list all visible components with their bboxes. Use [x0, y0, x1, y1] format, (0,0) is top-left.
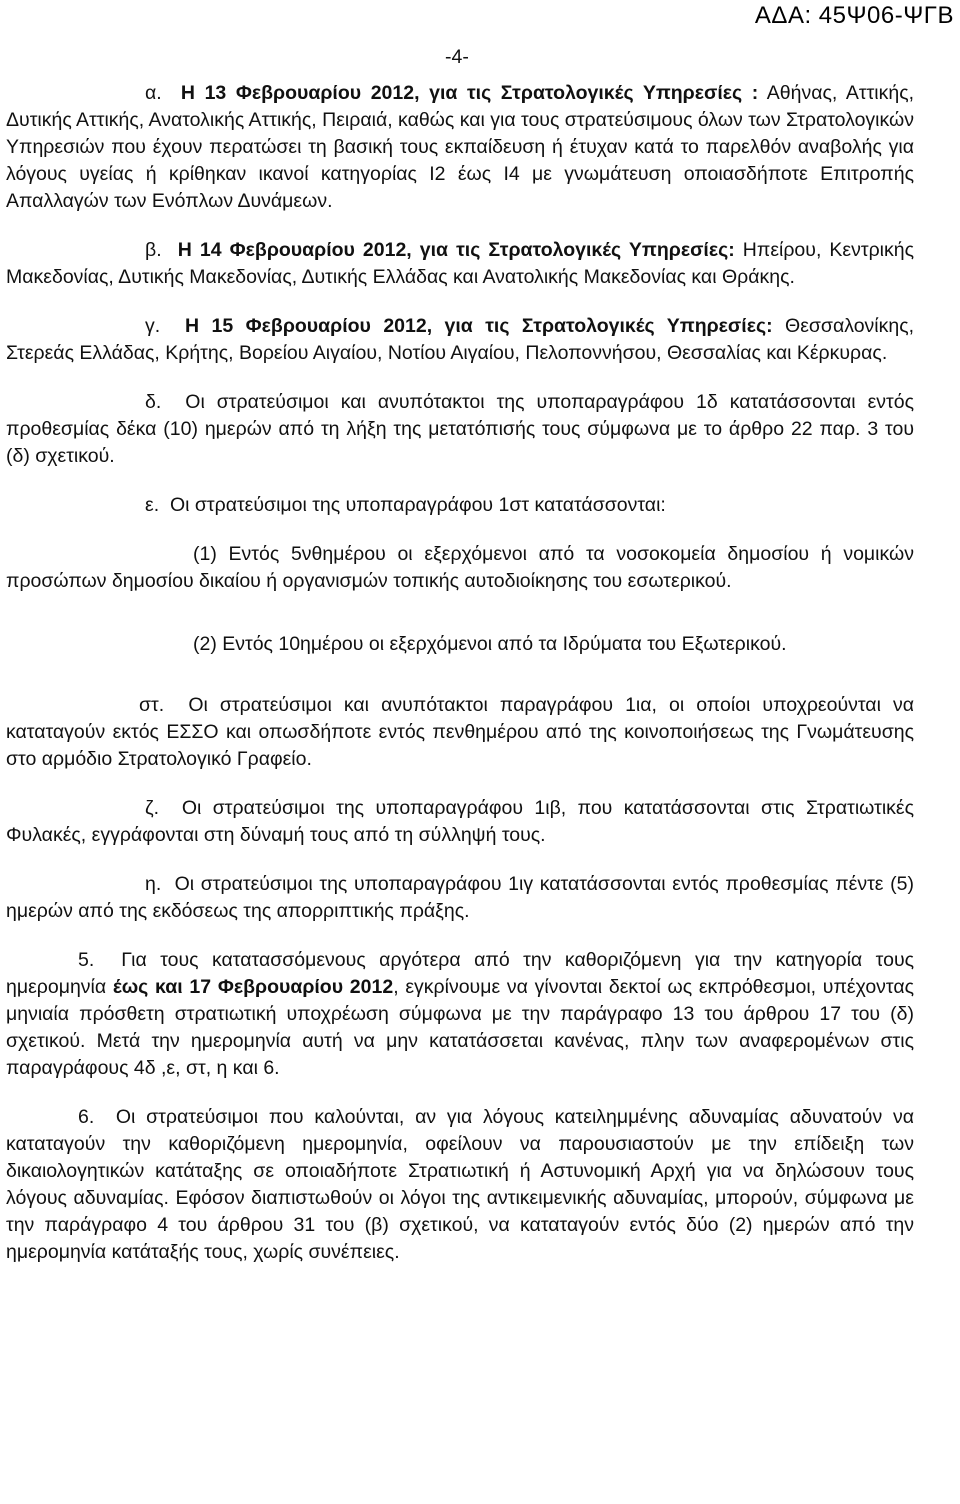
- paragraph-b-marker: β.: [145, 239, 170, 261]
- paragraph-e2-text: (2) Εντός 10ημέρου οι εξερχόμενοι από τα Ιδρύματα του Εξωτερικού.: [193, 633, 787, 655]
- paragraph-st-text: Οι στρατεύσιμοι και ανυπότακτοι παραγράφου 1ια, οι οποίοι υποχρεούνται να καταταγούν εκτός ΕΣΣΟ και οπωσδήποτε εντός πενθημέρου από της κοινοποιήσεως της Γνωμάτευσης στο αρμόδιο Στρατολογικό Γραφείο.: [6, 694, 914, 770]
- page-number: -4-: [445, 46, 469, 68]
- ada-code: ΑΔΑ: 45Ψ06-ΨΓΒ: [754, 2, 954, 29]
- paragraph-c-heading: Η 15 Φεβρουαρίου 2012, για τις Στρατολογικές Υπηρεσίες:: [185, 315, 773, 337]
- paragraph-b-heading: Η 14 Φεβρουαρίου 2012, για τις Στρατολογικές Υπηρεσίες:: [177, 239, 735, 261]
- paragraph-5-text-before: Για τους κατατασσόμενους αργότερα από την καθοριζόμενη για την κατηγορία τους ημερομηνία: [6, 949, 915, 998]
- paragraph-e2: [6, 631, 914, 658]
- paragraph-6: [6, 1104, 914, 1266]
- paragraph-a-text: Αθήνας, Αττικής, Δυτικής Αττικής, Ανατολικής Αττικής, Πειραιά, καθώς και για τους στρατεύσιμους όλων των Στρατολογικών Υπηρεσιών που έχουν περατώσει τη βασική τους εκπαίδευση ή έτυχαν κατά το παρελθόν αναβολής για λόγους υγείας ή κρίθηκαν ικανοί κατηγορίας Ι2 έως Ι4 με γνωμάτευση οποιασδήποτε Επιτροπής Απαλλαγών των Ενόπλων Δυνάμεων.: [6, 82, 915, 212]
- paragraph-st-marker: στ.: [139, 694, 177, 716]
- paragraph-e: [6, 492, 914, 519]
- paragraph-e-marker: ε.: [145, 494, 165, 516]
- paragraph-a-marker: α.: [145, 82, 172, 104]
- paragraph-h-marker: η.: [145, 873, 168, 895]
- paragraph-b: [6, 237, 914, 291]
- paragraph-5-text-after: , εγκρίνουμε να γίνονται δεκτοί ως εκπρόθεσμοι, υπέχοντας μηνιαία πρόσθετη στρατιωτική υποχρέωση σύμφωνα με την παράγραφο 13 του άρθρου 17 του (δ) σχετικού. Μετά την ημερομηνία αυτή να μην κατατάσσεται κανένας, πλην των αναφερομένων στις παραγράφους 4δ ,ε, στ, η και 6.: [6, 976, 915, 1079]
- paragraph-e1-text: (1) Εντός 5νθημέρου οι εξερχόμενοι από τα νοσοκομεία δημοσίου ή νομικών προσώπων δημοσίου δικαίου ή οργανισμών τοπικής αυτοδιοίκησης του εσωτερικού.: [6, 543, 914, 592]
- document-body: [6, 80, 914, 1266]
- paragraph-h: [6, 871, 914, 925]
- paragraph-5-marker: 5.: [78, 949, 108, 971]
- paragraph-5: [6, 947, 914, 1082]
- paragraph-z-marker: ζ.: [145, 797, 171, 819]
- paragraph-e1: [6, 541, 914, 595]
- paragraph-b-text: Ηπείρου, Κεντρικής Μακεδονίας, Δυτικής Μακεδονίας, Δυτικής Ελλάδας και Ανατολικής Μακεδονίας και Θράκης.: [6, 239, 914, 288]
- paragraph-d-text: Οι στρατεύσιμοι και ανυπότακτοι της υποπαραγράφου 1δ κατατάσσονται εντός προθεσμίας δέκα (10) ημερών από τη λήξη της μετατόπισής τους σύμφωνα με το άρθρο 22 παρ. 3 του (δ) σχετικού.: [6, 391, 914, 467]
- paragraph-a-heading: Η 13 Φεβρουαρίου 2012, για τις Στρατολογικές Υπηρεσίες :: [180, 82, 759, 104]
- paragraph-6-text: Οι στρατεύσιμοι που καλούνται, αν για λόγους κατειλημμένης αδυναμίας αδυνατούν να καταταγούν την καθοριζόμενη ημερομηνία, οφείλουν να παρουσιαστούν με την επίδειξη των δικαιολογητικών κατάταξης σε οποιαδήποτε Στρατιωτική ή Αστυνομική Αρχή για να δηλώσουν τους λόγους αδυναμίας. Εφόσον διαπιστωθούν οι λόγοι της αντικειμενικής αδυναμίας, μπορούν, σύμφωνα με την παράγραφο 4 του άρθρου 31 του (β) σχετικού, να καταταγούν εντός δύο (2) ημερών από την ημερομηνία κατάταξής τους, χωρίς συνέπειες.: [6, 1106, 915, 1263]
- paragraph-z-text: Οι στρατεύσιμοι της υποπαραγράφου 1ιβ, που κατατάσσονται στις Στρατιωτικές Φυλακές, εγγράφονται στη δύναμή τους από τη σύλληψή τους.: [6, 797, 914, 846]
- paragraph-c-text: Θεσσαλονίκης, Στερεάς Ελλάδας, Κρήτης, Βορείου Αιγαίου, Νοτίου Αιγαίου, Πελοποννήσου, Θεσσαλίας και Κέρκυρας.: [6, 315, 915, 364]
- paragraph-c-marker: γ.: [145, 315, 173, 337]
- paragraph-d-marker: δ.: [145, 391, 174, 413]
- paragraph-e-text: Οι στρατεύσιμοι της υποπαραγράφου 1στ κατατάσσονται:: [169, 494, 666, 516]
- paragraph-a: [6, 80, 914, 215]
- paragraph-z: [6, 795, 914, 849]
- paragraph-6-marker: 6.: [78, 1106, 106, 1128]
- paragraph-st: [6, 692, 914, 773]
- paragraph-5-deadline: έως και 17 Φεβρουαρίου 2012: [112, 976, 394, 998]
- paragraph-c: [6, 313, 914, 367]
- paragraph-d: [6, 389, 914, 470]
- paragraph-h-text: Οι στρατεύσιμοι της υποπαραγράφου 1ιγ κατατάσσονται εντός προθεσμίας πέντε (5) ημερών από της εκδόσεως της απορριπτικής πράξης.: [6, 873, 914, 922]
